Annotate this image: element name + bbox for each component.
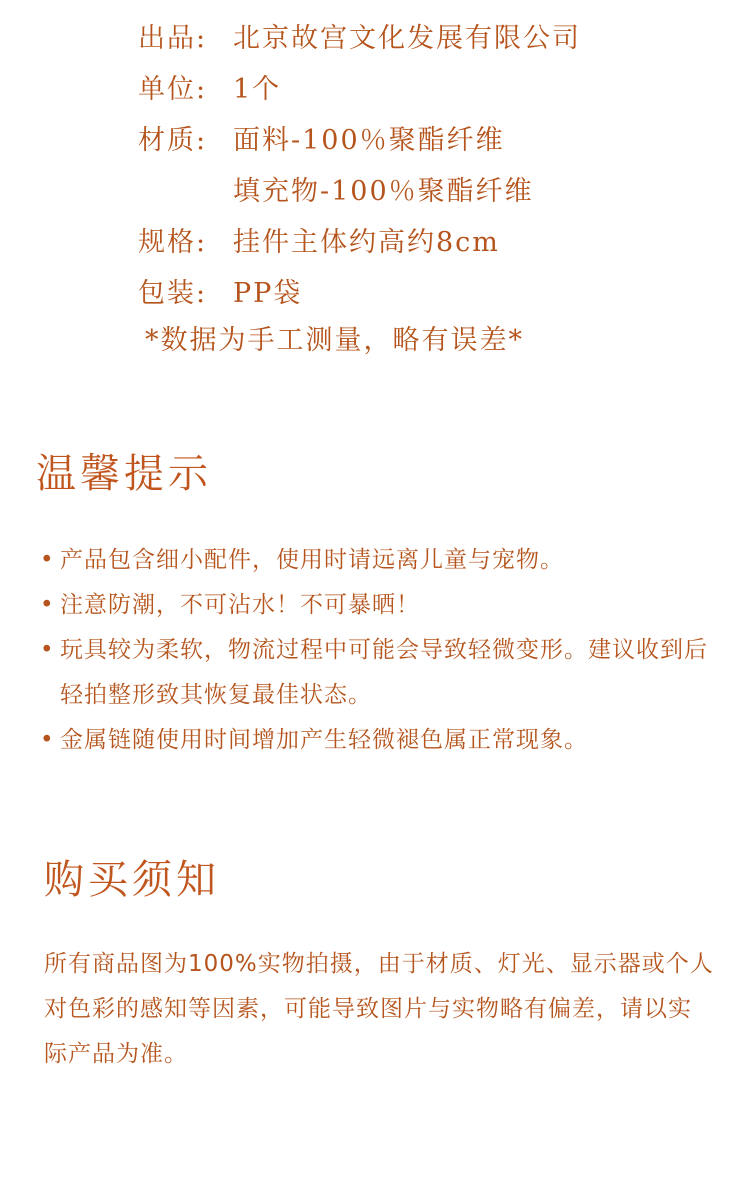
spec-material-filling — [138, 163, 581, 214]
bullet-icon: • — [40, 727, 55, 753]
spec-value: 1个 — [233, 74, 282, 105]
spec-value: 面料-100％聚酯纤维 — [233, 125, 505, 156]
bullet-icon: • — [40, 547, 55, 573]
list-item — [38, 583, 718, 628]
tip-text: 注意防潮，不可沾水！不可暴晒！ — [60, 592, 420, 618]
spec-value: 挂件主体约高约8cm — [233, 227, 500, 258]
spec-label: 出品: — [138, 23, 208, 54]
tip-text: 产品包含细小配件，使用时请远离儿童与宠物。 — [60, 547, 564, 573]
bullet-icon: • — [40, 637, 55, 663]
tip-text: 玩具较为柔软，物流过程中可能会导致轻微变形。建议收到后轻拍整形致其恢复最佳状态。 — [60, 637, 708, 708]
purchase-text: 所有商品图为100%实物拍摄，由于材质、灯光、显示器或个人对色彩的感知等因素，可能导致图片与实物略有偏差，请以实际产品为准。 — [44, 951, 714, 1067]
tip-text: 金属链随使用时间增加产生轻微褪色属正常现象。 — [60, 727, 588, 753]
tips-list — [38, 538, 718, 763]
bullet-icon: • — [40, 592, 55, 618]
tips-title: 温馨提示 — [36, 451, 212, 497]
spec-unit — [138, 61, 581, 112]
spec-value: PP袋 — [233, 278, 303, 309]
spec-value: 填充物-100％聚酯纤维 — [233, 176, 534, 207]
spec-label: 材质: — [138, 125, 208, 156]
spec-label: 单位: — [138, 74, 208, 105]
list-item — [38, 718, 718, 763]
spec-size — [138, 214, 581, 265]
spec-packaging — [138, 265, 581, 316]
spec-value: 北京故宫文化发展有限公司 — [233, 23, 581, 54]
spec-material — [138, 112, 581, 163]
purchase-title: 购买须知 — [44, 857, 220, 903]
list-item — [38, 628, 718, 718]
spec-list — [138, 10, 581, 316]
spec-label: 规格: — [138, 227, 208, 258]
spec-producer — [138, 10, 581, 61]
spec-label: 包装: — [138, 278, 208, 309]
list-item — [38, 538, 718, 583]
measurement-note: *数据为手工测量，略有误差* — [145, 325, 524, 356]
